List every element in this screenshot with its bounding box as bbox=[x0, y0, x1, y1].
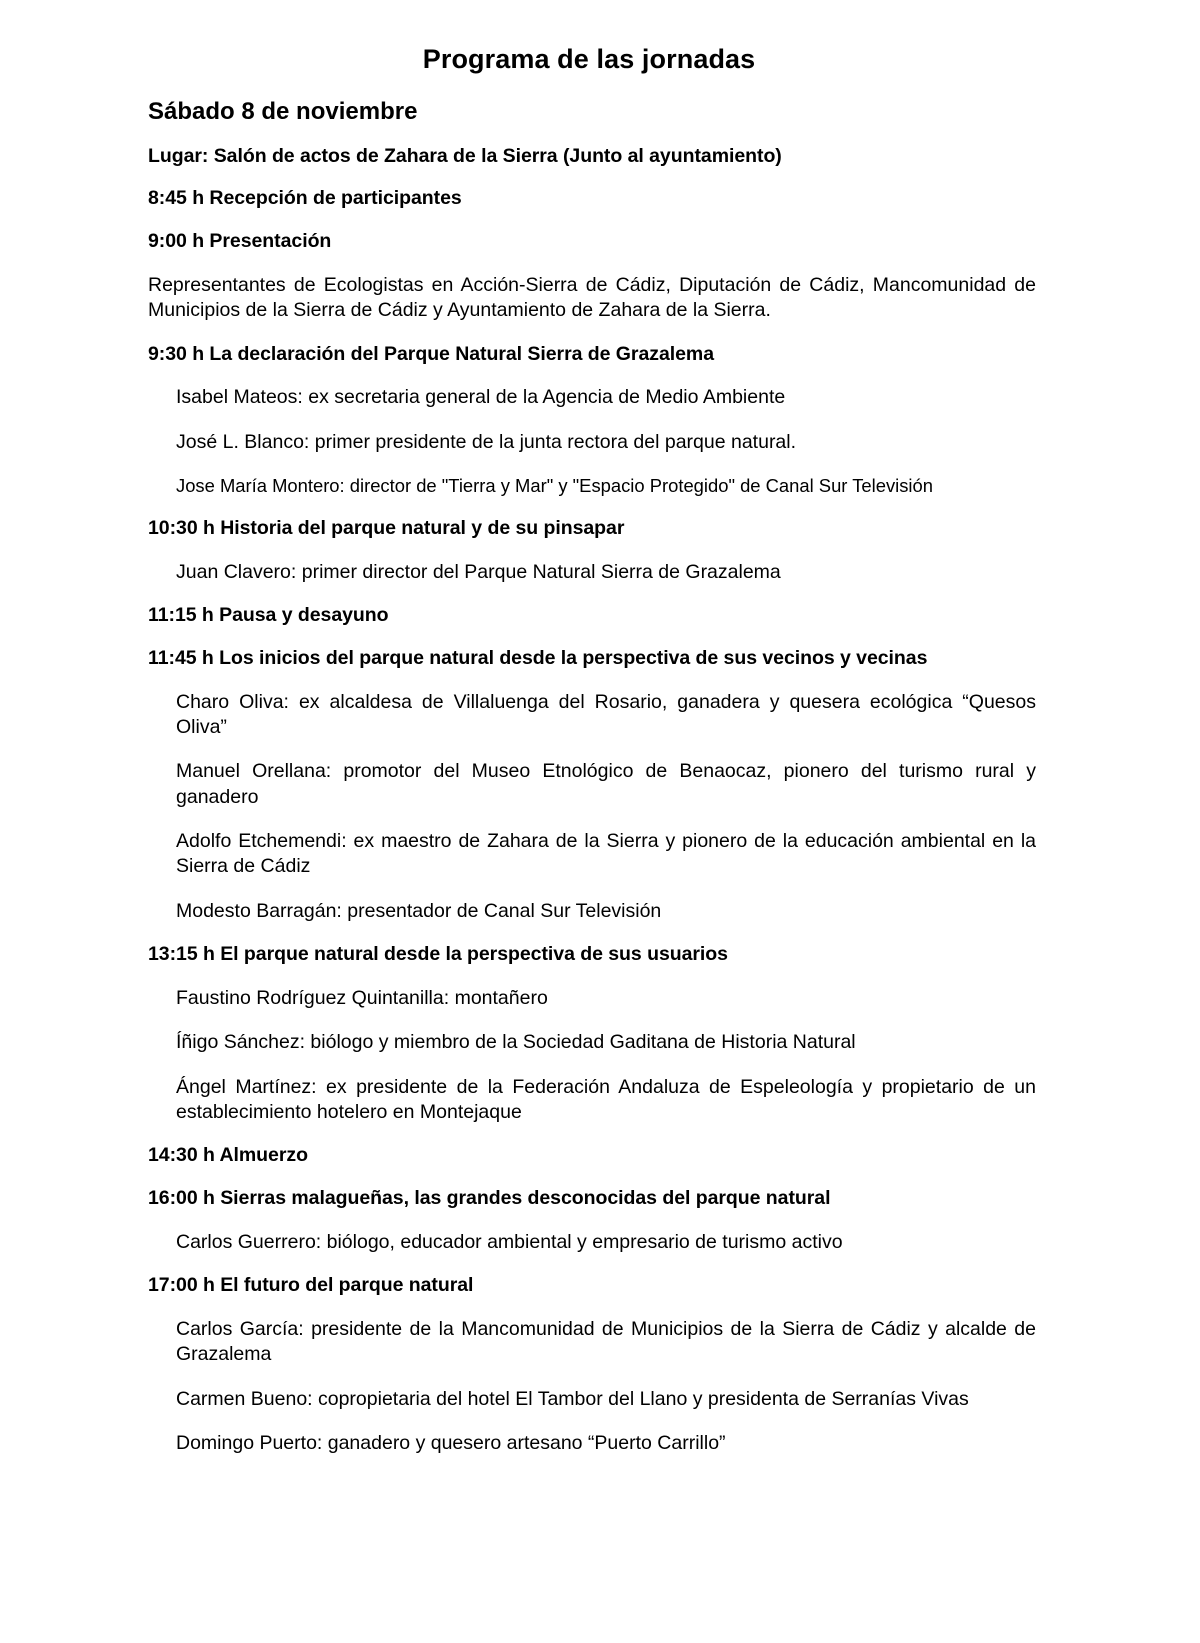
speaker-line: Faustino Rodríguez Quintanilla: montañero bbox=[176, 986, 548, 1009]
day-heading: Sábado 8 de noviembre bbox=[148, 97, 418, 125]
schedule-time-heading: 14:30 h Almuerzo bbox=[148, 1144, 308, 1167]
schedule-item bbox=[148, 1187, 1036, 1255]
schedule-item bbox=[148, 1144, 1036, 1168]
speaker-line: Íñigo Sánchez: biólogo y miembro de la Sociedad Gaditana de Historia Natural bbox=[176, 1031, 856, 1054]
schedule-time-heading: 17:00 h El futuro del parque natural bbox=[148, 1274, 474, 1297]
venue-line: Lugar: Salón de actos de Zahara de la Sierra (Junto al ayuntamiento) bbox=[148, 144, 782, 167]
speaker-line: Carmen Bueno: copropietaria del hotel El Tambor del Llano y presidenta de Serranías Vivas bbox=[176, 1387, 969, 1410]
speaker-line: Modesto Barragán: presentador de Canal Sur Televisión bbox=[176, 899, 662, 922]
speaker-line: Carlos García: presidente de la Mancomunidad de Municipios de la Sierra de Cádiz y alcalde de Grazalema bbox=[176, 1318, 1036, 1366]
speaker-line: Charo Oliva: ex alcaldesa de Villaluenga del Rosario, ganadera y quesera ecológica “Quesos Oliva” bbox=[176, 690, 1036, 739]
schedule-item bbox=[148, 943, 1036, 1125]
schedule-time-heading: 8:45 h Recepción de participantes bbox=[148, 187, 462, 210]
schedule-item bbox=[148, 230, 1036, 323]
speaker-line: Isabel Mateos: ex secretaria general de la Agencia de Medio Ambiente bbox=[176, 386, 786, 409]
page-title: Programa de las jornadas bbox=[422, 44, 756, 74]
schedule-item bbox=[148, 1274, 1036, 1456]
speaker-line: Ángel Martínez: ex presidente de la Federación Andaluza de Espeleología y propietario de un establecimiento hotelero en Montejaque bbox=[176, 1075, 1036, 1123]
speaker-line: Domingo Puerto: ganadero y quesero artesano “Puerto Carrillo” bbox=[176, 1432, 726, 1455]
schedule-time-heading: 9:30 h La declaración del Parque Natural Sierra de Grazalema bbox=[148, 342, 714, 365]
schedule-item bbox=[148, 343, 1036, 498]
schedule-time-heading: 11:15 h Pausa y desayuno bbox=[148, 604, 389, 627]
schedule-time-heading: 11:45 h Los inicios del parque natural desde la perspectiva de sus vecinos y vecinas bbox=[148, 646, 928, 669]
speaker-line: Jose María Montero: director de "Tierra y Mar" y "Espacio Protegido" de Canal Sur Televisión bbox=[176, 475, 933, 497]
speaker-line: Adolfo Etchemendi: ex maestro de Zahara de la Sierra y pionero de la educación ambiental en la Sierra de Cádiz bbox=[176, 830, 1036, 878]
speaker-line: José L. Blanco: primer presidente de la junta rectora del parque natural. bbox=[176, 430, 797, 453]
schedule-time-heading: 9:00 h Presentación bbox=[148, 230, 332, 253]
schedule-item bbox=[148, 604, 1036, 628]
speaker-line: Juan Clavero: primer director del Parque Natural Sierra de Grazalema bbox=[176, 560, 781, 583]
schedule-time-heading: 10:30 h Historia del parque natural y de su pinsapar bbox=[148, 517, 625, 540]
schedule-item bbox=[148, 517, 1036, 585]
speaker-line: Manuel Orellana: promotor del Museo Etnológico de Benaocaz, pionero del turismo rural y ganadero bbox=[176, 760, 1036, 808]
schedule-item bbox=[148, 187, 1036, 211]
schedule-time-heading: 16:00 h Sierras malagueñas, las grandes desconocidas del parque natural bbox=[148, 1187, 831, 1210]
schedule-time-heading: 13:15 h El parque natural desde la perspectiva de sus usuarios bbox=[148, 943, 728, 966]
schedule-item bbox=[148, 647, 1036, 924]
schedule-body-paragraph: Representantes de Ecologistas en Acción-Sierra de Cádiz, Diputación de Cádiz, Mancomunidad de Municipios de la Sierra de Cádiz y Ayuntamiento de Zahara de la Sierra. bbox=[148, 274, 1036, 322]
speaker-line: Carlos Guerrero: biólogo, educador ambiental y empresario de turismo activo bbox=[176, 1230, 843, 1253]
schedule-list bbox=[148, 187, 1036, 1456]
